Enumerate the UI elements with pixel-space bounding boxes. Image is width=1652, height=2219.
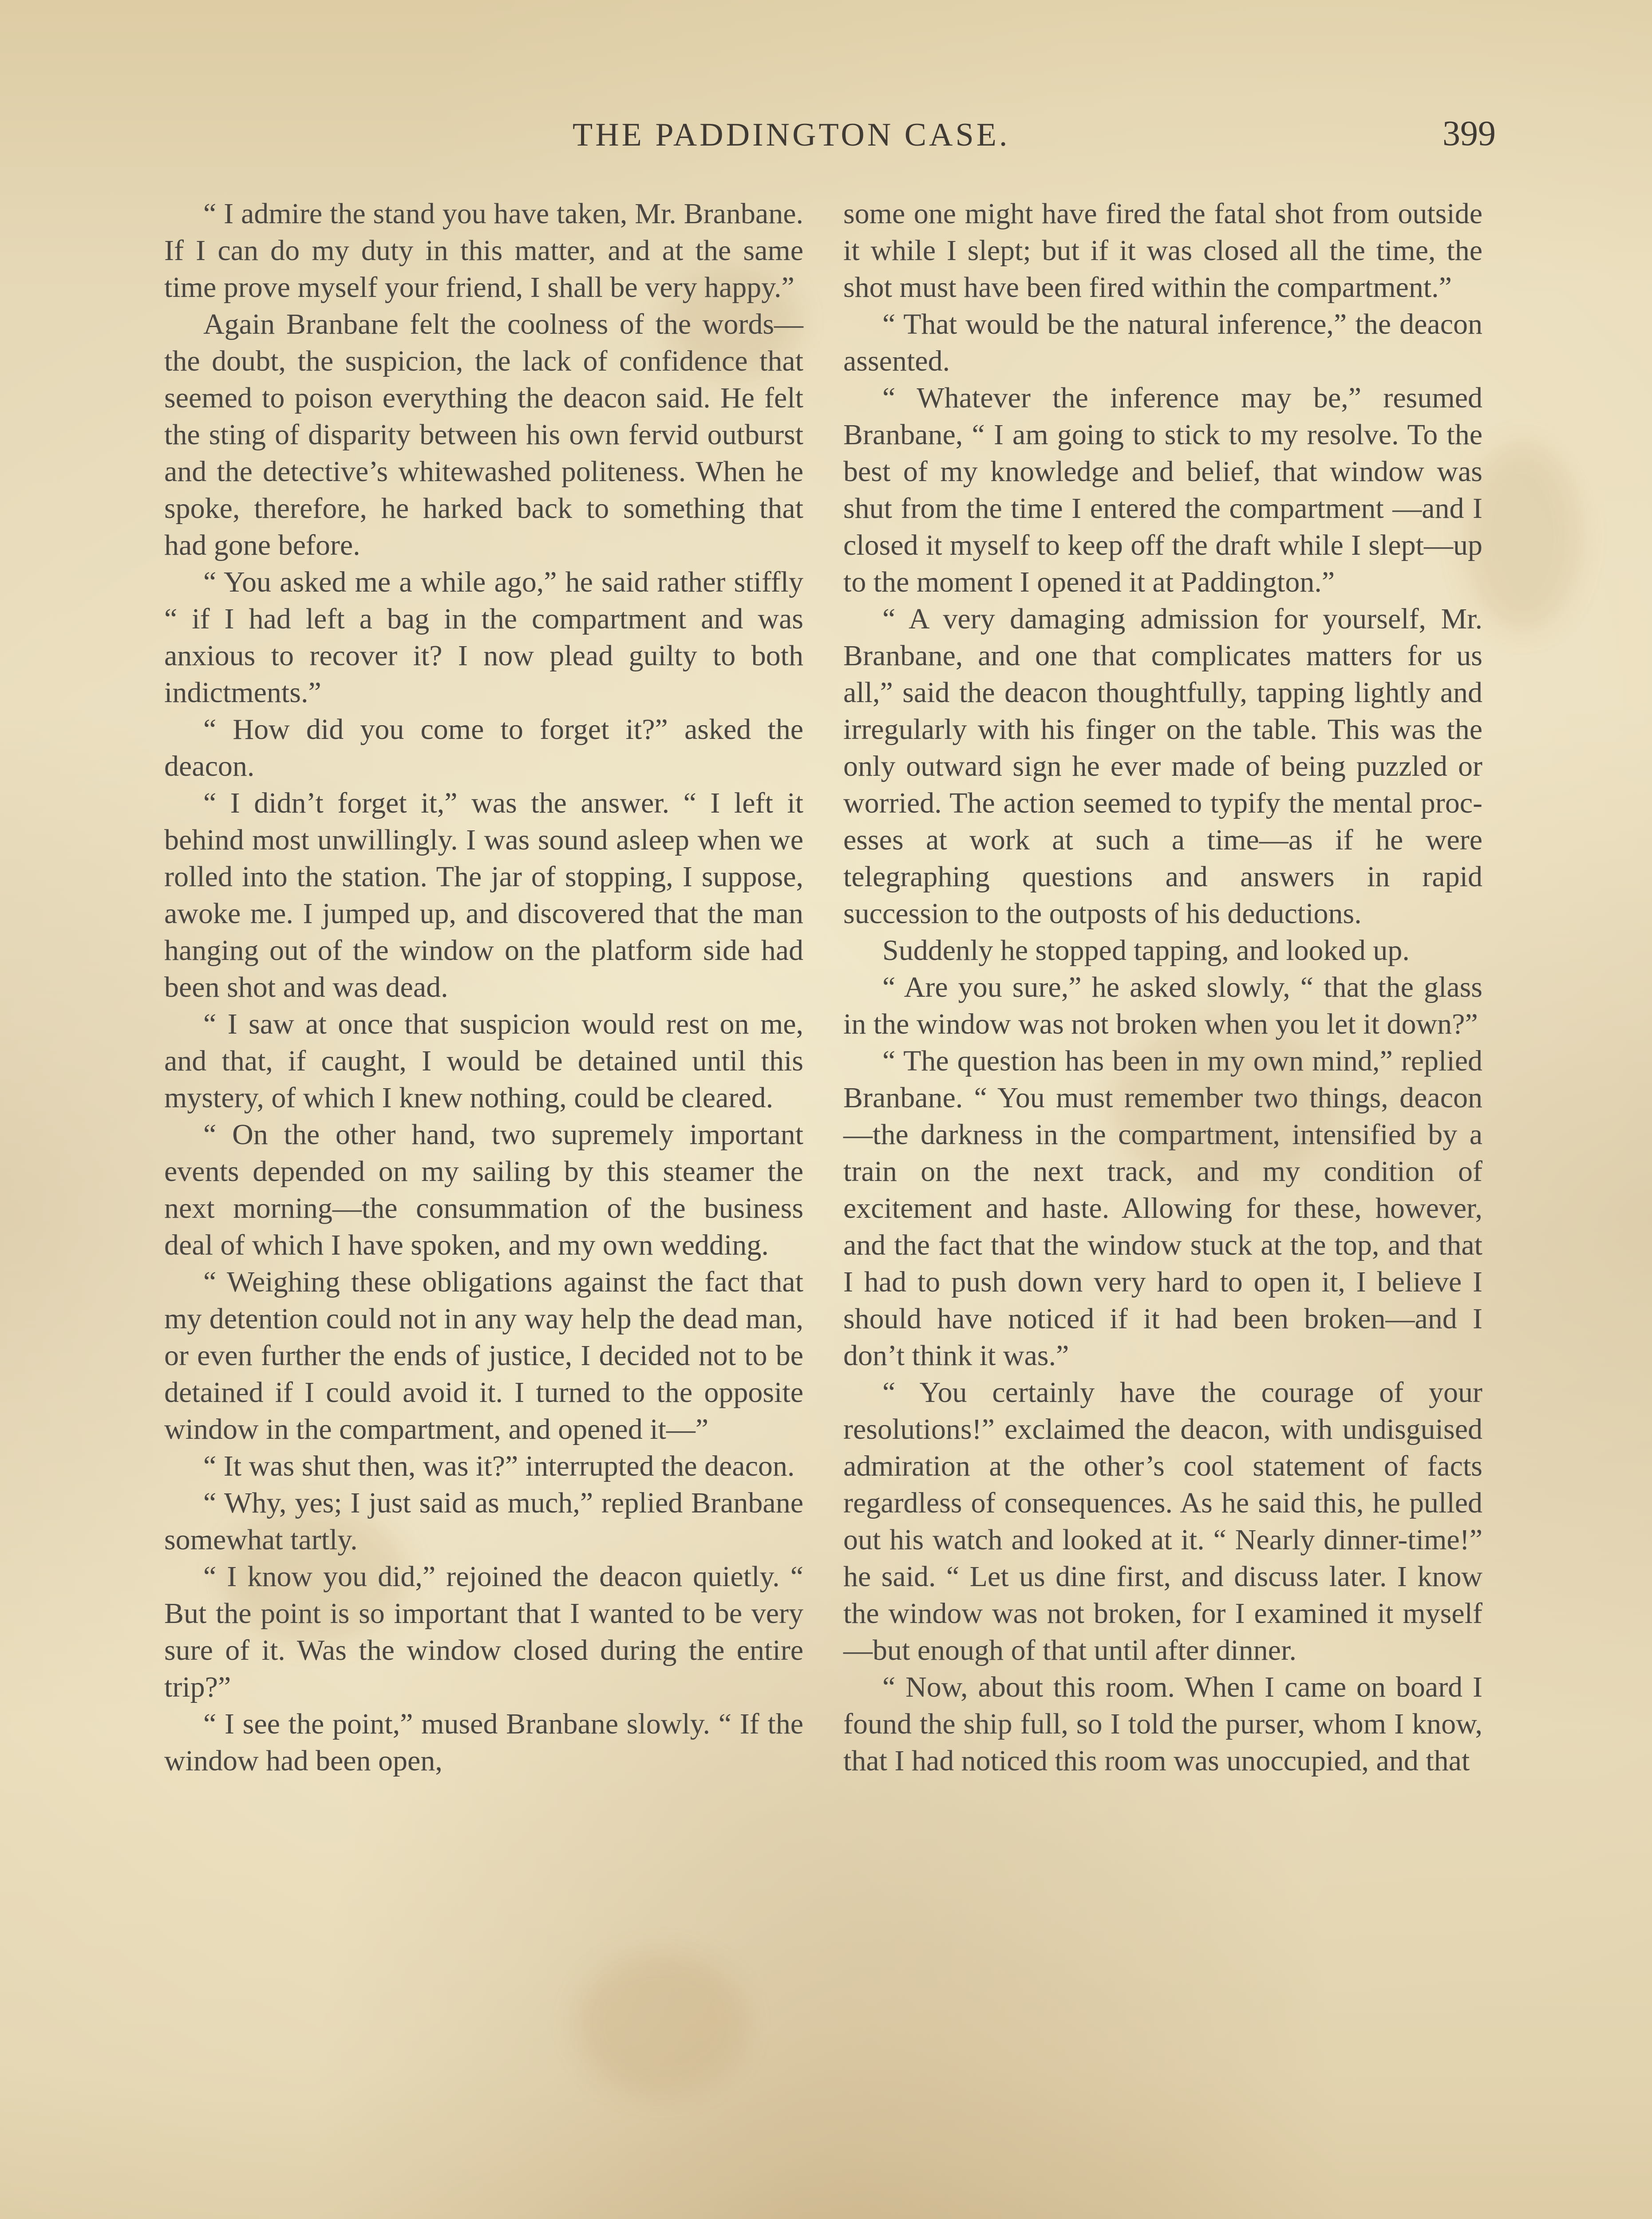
paragraph: “ You asked me a while ago,” he said rather stiffly “ if I had left a bag in the compartment and was anxious to recover it? I now plead guilty to both indictments.” — [164, 566, 803, 709]
paragraph: Suddenly he stopped tapping, and looked up. — [882, 934, 1410, 967]
paragraph: “ I see the point,” mused Branbane slowly. “ If the window had been open, — [164, 1708, 803, 1777]
paragraph: “ The question has been in my own mind,” replied Branbane. “ You must remember two things, deacon—the darkness in the compartment, intensified by a train on the next track, and my condition of excitement and haste. Allowing for these, however, and the fact that the window stuck at the top, and that I had to push down very hard to open it, I believe I should have noticed if it had been broken—and I don’t think it was.” — [843, 1045, 1482, 1372]
paragraph: “ Why, yes; I just said as much,” replied Branbane somewhat tartly. — [164, 1487, 803, 1556]
paragraph: “ It was shut then, was it?” interrupted the deacon. — [203, 1450, 795, 1482]
paragraph: “ I saw at once that suspicion would rest on me, and that, if caught, I would be detained until this mystery, of which I knew nothing, could be cleared. — [164, 1008, 803, 1114]
page-number: 399 — [1443, 114, 1496, 153]
left-column — [164, 195, 803, 1779]
paragraph: “ I didn’t forget it,” was the answer. “ I left it behind most unwillingly. I was sound asleep when we rolled into the station. The jar of stopping, I suppose, awoke me. I jumped up, and discovered that the man hanging out of the window on the platform side had been shot and was dead. — [164, 787, 803, 1003]
paper-stain — [577, 1953, 746, 2095]
paragraph: “ You certainly have the courage of your resolutions!” exclaimed the deacon, with undisguised admiration at the other’s cool statement of facts regardless of consequences. As he said this, he pulled out his watch and looked at it. “ Nearly dinner-time!” he said. “ Let us dine first, and discuss later. I know the window was not broken, for I examined it myself—but enough of that until after dinner. — [843, 1376, 1482, 1666]
running-title: THE PADDINGTON CASE. — [573, 117, 1010, 153]
paragraph: “ A very damaging admission for yourself, Mr. Branbane, and one that complicates matters for us all,” said the deacon thoughtfully, tapping lightly and irregularly with his finger on the table. This was the only outward sign he ever made of being puzzled or worried. The action seemed to typify the mental processes at work at such a time—as if he were telegraphing questions and answers in rapid succession to the outposts of his deductions. — [843, 603, 1482, 930]
paragraph-continued: some one might have fired the fatal shot from outside it while I slept; but if it was closed all the time, the shot must have been fired within the compartment.” — [843, 197, 1482, 304]
paragraph: “ I admire the stand you have taken, Mr. Branbane. If I can do my duty in this matter, and at the same time prove myself your friend, I shall be very happy.” — [164, 197, 803, 304]
paragraph: “ Are you sure,” he asked slowly, “ that the glass in the window was not broken when you let it down?” — [843, 971, 1482, 1040]
paragraph: “ Whatever the inference may be,” resumed Branbane, “ I am going to stick to my resolve. To the best of my knowledge and belief, that window was shut from the time I entered the compartment —and I closed it myself to keep off the draft while I slept—up to the moment I opened it at Paddington.” — [843, 382, 1482, 598]
page-header — [169, 116, 1496, 165]
paragraph: “ Now, about this room. When I came on board I found the ship full, so I told the purser, whom I know, that I had noticed this room was unoccupied, and that — [843, 1671, 1482, 1777]
paragraph: “ How did you come to forget it?” asked the deacon. — [164, 713, 803, 782]
paragraph: “ That would be the natural inference,” the deacon assented. — [843, 308, 1482, 377]
paragraph: “ Weighing these obligations against the fact that my detention could not in any way help the dead man, or even further the ends of justice, I decided not to be detained if I could avoid it. I turned to the opposite window in the compartment, and opened it—” — [164, 1266, 803, 1445]
paragraph: “ On the other hand, two supremely important events depended on my sailing by this steamer the next morning—the consummation of the business deal of which I have spoken, and my own wedding. — [164, 1118, 803, 1261]
paragraph: Again Branbane felt the coolness of the words—the doubt, the suspicion, the lack of confidence that seemed to poison everything the deacon said. He felt the sting of disparity between his own fervid outburst and the detective’s whitewashed politeness. When he spoke, therefore, he harked back to something that had gone before. — [164, 308, 803, 561]
right-column — [843, 195, 1482, 1779]
paragraph: “ I know you did,” rejoined the deacon quietly. “ But the point is so important that I wanted to be very sure of it. Was the window closed during the entire trip?” — [164, 1560, 803, 1703]
